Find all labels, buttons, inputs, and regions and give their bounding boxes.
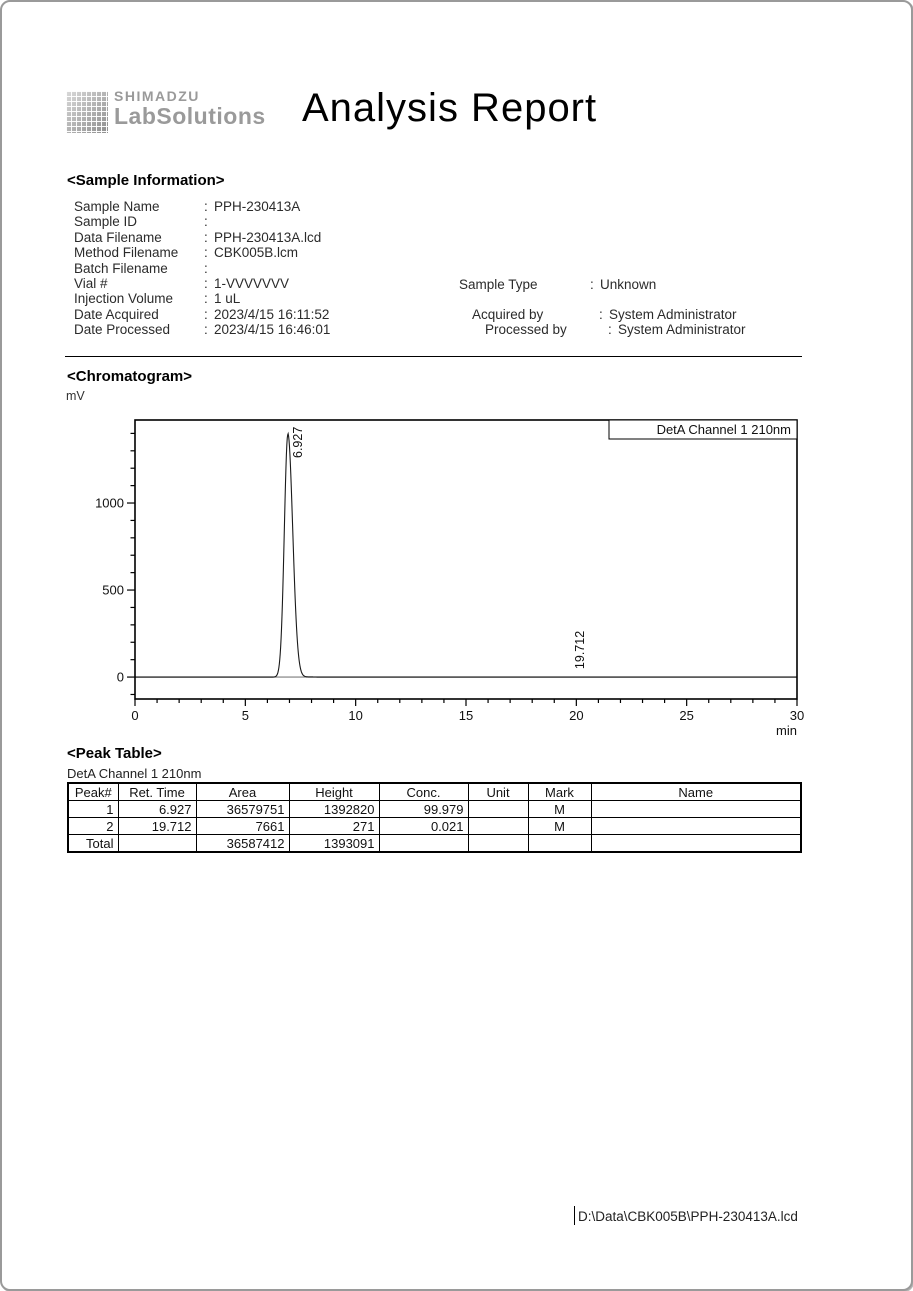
info-row (74, 291, 330, 306)
info-value: PPH-230413A (214, 199, 301, 214)
info-colon: : (204, 199, 208, 214)
table-cell (591, 801, 801, 818)
column-header-peak: Peak# (68, 783, 118, 801)
svg-text:5: 5 (241, 708, 249, 723)
info-value: PPH-230413A.lcd (214, 229, 322, 245)
info-value: 1-VVVVVVV (214, 275, 290, 291)
column-header-ret-time: Ret. Time (118, 783, 196, 801)
info-row (74, 214, 330, 229)
info-label: Date Processed (74, 322, 171, 338)
info-row-processed-by (485, 322, 746, 337)
info-colon: : (204, 306, 208, 322)
info-colon: : (599, 307, 603, 322)
table-cell: 0.021 (379, 818, 468, 835)
table-row (68, 801, 801, 818)
table-cell: Total (68, 835, 118, 853)
table-cell: 271 (289, 818, 379, 835)
report-title: Analysis Report (302, 86, 598, 130)
svg-text:15: 15 (458, 708, 474, 723)
brand-block (114, 89, 266, 128)
svg-text:0: 0 (116, 669, 124, 685)
shimadzu-logo-icon (66, 91, 108, 133)
info-row (74, 307, 330, 322)
info-row (74, 276, 330, 291)
info-label: Sample ID (74, 214, 138, 230)
svg-text:30: 30 (789, 708, 805, 723)
table-cell: 7661 (196, 818, 289, 835)
chromatogram-plot (92, 412, 812, 742)
info-value: 1 uL (214, 291, 241, 307)
info-value: 2023/4/15 16:46:01 (214, 322, 331, 338)
table-cell (118, 835, 196, 853)
info-colon: : (590, 277, 594, 292)
table-cell (528, 835, 591, 853)
column-header-unit: Unit (468, 783, 528, 801)
info-label: Processed by (485, 322, 567, 337)
text-cursor (574, 1206, 575, 1225)
svg-text:19.712: 19.712 (572, 630, 587, 670)
info-value: 2023/4/15 16:11:52 (214, 306, 330, 322)
table-cell: 1 (68, 801, 118, 818)
column-header-area: Area (196, 783, 289, 801)
info-row (74, 245, 330, 260)
info-value: CBK005B.lcm (214, 245, 299, 261)
svg-text:10: 10 (348, 708, 363, 723)
info-colon: : (204, 322, 208, 338)
chromatogram-chart (92, 412, 812, 742)
info-label: Method Filename (74, 245, 179, 261)
info-value: System Administrator (609, 307, 737, 322)
info-row (74, 199, 330, 214)
info-colon: : (204, 245, 208, 261)
svg-text:min: min (776, 723, 797, 738)
info-colon: : (608, 322, 612, 337)
y-axis-unit-label: mV (66, 389, 85, 403)
info-label: Acquired by (472, 307, 544, 322)
table-cell (468, 818, 528, 835)
table-cell: 1393091 (289, 835, 379, 853)
info-value: System Administrator (618, 322, 746, 337)
svg-text:1000: 1000 (95, 495, 124, 511)
info-label: Injection Volume (74, 291, 174, 307)
table-cell: 6.927 (118, 801, 196, 818)
info-row-sample-type (459, 277, 656, 292)
info-row (74, 261, 330, 276)
info-label: Vial # (74, 275, 108, 291)
svg-text:20: 20 (569, 708, 584, 723)
info-label: Batch Filename (74, 260, 168, 276)
svg-text:25: 25 (679, 708, 694, 723)
product-name: LabSolutions (114, 103, 266, 129)
info-colon: : (204, 260, 208, 276)
table-cell (591, 835, 801, 853)
info-colon: : (204, 291, 208, 307)
footer-file-path: D:\Data\CBK005B\PPH-230413A.lcd (578, 1209, 798, 1224)
sample-info-left-column (74, 199, 330, 338)
table-cell: M (528, 801, 591, 818)
info-label: Date Acquired (74, 306, 159, 322)
sample-information-heading: <Sample Information> (67, 172, 225, 189)
table-cell: 36587412 (196, 835, 289, 853)
column-header-mark: Mark (528, 783, 591, 801)
brand-name: SHIMADZU (114, 88, 200, 104)
svg-text:6.927: 6.927 (290, 426, 305, 458)
channel-label: DetA Channel 1 210nm (67, 766, 202, 781)
svg-text:500: 500 (102, 582, 124, 598)
info-label: Data Filename (74, 229, 162, 245)
column-header-height: Height (289, 783, 379, 801)
info-label: Sample Name (74, 199, 160, 214)
table-cell: M (528, 818, 591, 835)
column-header-name: Name (591, 783, 801, 801)
table-cell: 99.979 (379, 801, 468, 818)
table-cell (591, 818, 801, 835)
info-row (74, 230, 330, 245)
column-header-conc: Conc. (379, 783, 468, 801)
info-row-acquired-by (472, 307, 737, 322)
table-cell (468, 835, 528, 853)
table-total-row (68, 835, 801, 853)
svg-text:DetA Channel 1 210nm: DetA Channel 1 210nm (656, 422, 791, 437)
table-cell: 1392820 (289, 801, 379, 818)
info-colon: : (204, 275, 208, 291)
info-colon: : (204, 229, 208, 245)
svg-text:0: 0 (131, 708, 139, 723)
table-header-row (68, 783, 801, 801)
table-row (68, 818, 801, 835)
info-row (74, 322, 330, 337)
chromatogram-heading: <Chromatogram> (67, 368, 193, 385)
peak-table-heading: <Peak Table> (67, 745, 162, 762)
table-cell (468, 801, 528, 818)
table-cell (379, 835, 468, 853)
section-divider (65, 356, 802, 357)
table-cell: 19.712 (118, 818, 196, 835)
info-value: Unknown (600, 277, 657, 292)
info-label: Sample Type (459, 277, 538, 292)
table-cell: 36579751 (196, 801, 289, 818)
peak-table (67, 782, 802, 853)
table-cell: 2 (68, 818, 118, 835)
info-colon: : (204, 214, 208, 230)
